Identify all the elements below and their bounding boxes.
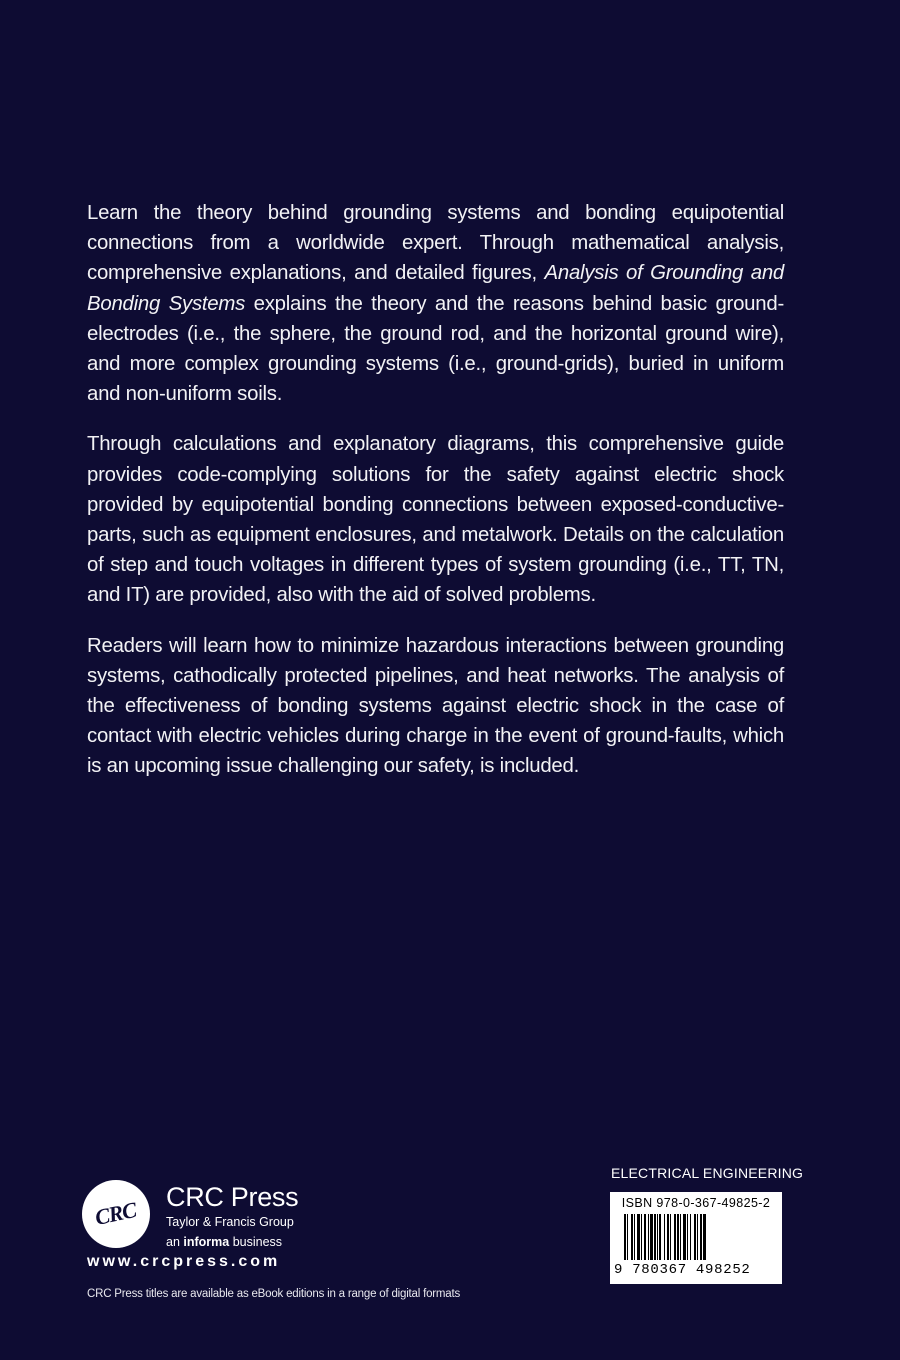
tagline-brand: informa [183,1235,230,1249]
barcode-bar [624,1214,626,1260]
barcode-bar [694,1214,696,1260]
blurb-paragraph-1-intro: Learn the theory behind grounding systems and bonding equipotential connections from a worldwide expert. Through mathematical analysis, comprehensive explanations, and detailed figures, [87,202,784,285]
barcode-bar [670,1214,671,1260]
crc-seal-icon [82,1180,150,1248]
barcode-bar [650,1214,653,1260]
publisher-tagline [166,1235,282,1249]
subject-category: ELECTRICAL ENGINEERING [611,1165,804,1181]
book-title: Analysis of Grounding and Bonding Systems [87,262,784,315]
barcode-bar [641,1214,642,1260]
blurb-paragraph-1-rest: explains the theory and the reasons behind basic ground-electrodes (i.e., the sphere, the ground rod, and the horizontal ground wire), and more complex grounding systems (i.e., ground-grids), buried in uniform and non-uniform soils. [87,292,784,406]
barcode-bar [657,1214,658,1260]
isbn-barcode [610,1192,782,1284]
publisher-group: Taylor & Francis Group [166,1215,294,1229]
barcode-bar [659,1214,661,1260]
barcode-bar [687,1214,688,1260]
publisher-name: CRC Press [166,1182,299,1212]
crc-seal-text: CRC [93,1197,139,1231]
barcode-bar [680,1214,681,1260]
barcode-bars [624,1214,778,1260]
barcode-bar [697,1214,698,1260]
publisher-url: www.crcpress.com [87,1253,281,1270]
blurb-paragraph-1 [87,198,784,409]
ebook-note: CRC Press titles are available as eBook editions in a range of digital formats [87,1288,461,1300]
barcode-bar [664,1214,665,1260]
blurb-paragraph-2: Through calculations and explanatory diagrams, this comprehensive guide provides code-complying solutions for the safety against electric shock provided by equipotential bonding connections between exposed-conductive-parts, such as equipment enclosures, and metalwork. Details on the calculation of step and touch voltages in different types of system grounding (i.e., TT, TN, and IT) are provided, also with the aid of solved problems. [87,433,784,607]
isbn-number: ISBN 978-0-367-49825-2 [621,1196,771,1210]
barcode-bar [654,1214,656,1260]
barcode-bar [677,1214,679,1260]
barcode-bar [683,1214,686,1260]
barcode-bar [690,1214,691,1260]
crc-press-logo [82,1180,342,1280]
back-cover-blurb [87,198,784,802]
tagline-prefix: an [166,1235,184,1249]
barcode-bar [700,1214,702,1260]
barcode-bar [648,1214,649,1260]
barcode-bar [631,1214,633,1260]
barcode-bar [703,1214,706,1260]
barcode-bar [627,1214,628,1260]
barcode-bar [637,1214,640,1260]
barcode-bar [667,1214,669,1260]
tagline-suffix: business [229,1235,283,1249]
barcode-bar [674,1214,676,1260]
barcode-bar [644,1214,646,1260]
barcode-bar [634,1214,635,1260]
blurb-paragraph-3: Readers will learn how to minimize hazardous interactions between grounding systems, cathodically protected pipelines, and heat networks. The analysis of the effectiveness of bonding systems against electric shock in the case of contact with electric vehicles during charge in the event of ground-faults, which is an upcoming issue challenging our safety, is included. [87,634,784,778]
barcode-digits: 9 780367 498252 [614,1262,751,1278]
